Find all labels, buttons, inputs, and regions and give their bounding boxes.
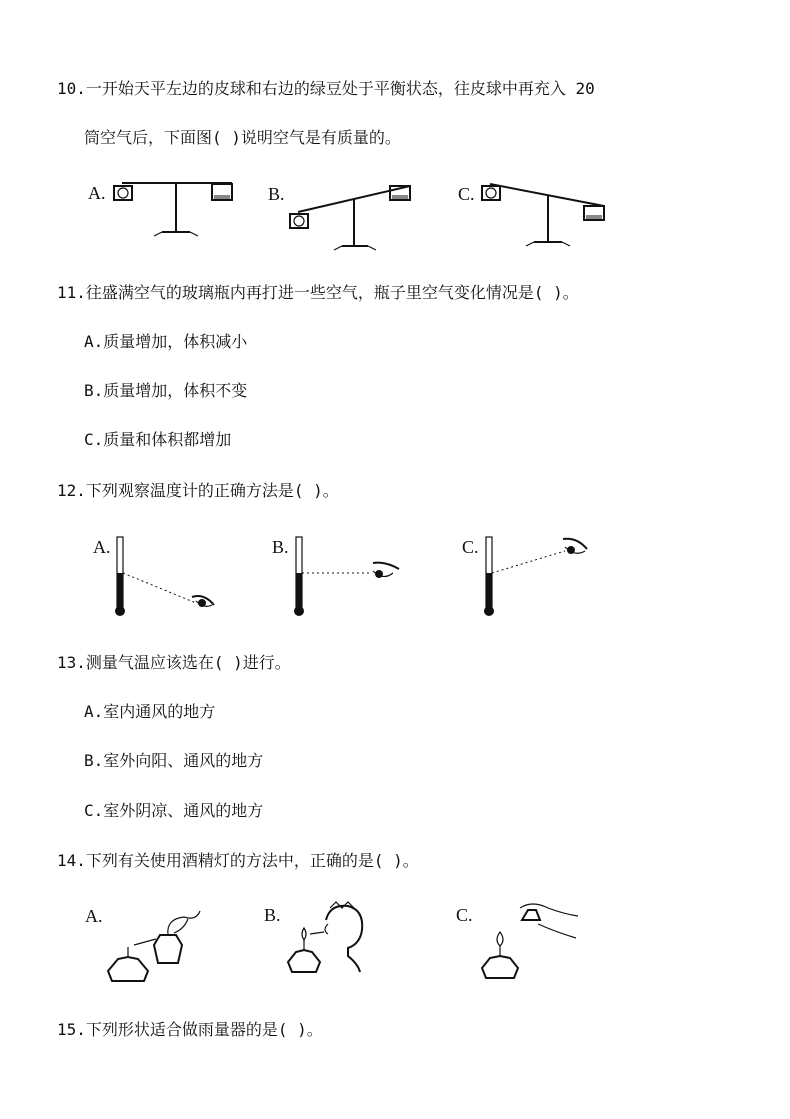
balance-level-figure bbox=[108, 178, 238, 238]
q15-stem: 15.下列形状适合做雨量器的是( )。 bbox=[57, 1020, 323, 1039]
thermometer-eye-below-figure bbox=[112, 535, 232, 625]
q11-option-b: B.质量增加，体积不变 bbox=[84, 381, 248, 400]
alcohol-lamp-capping-figure bbox=[478, 902, 588, 992]
alcohol-lamp-blowing-out-figure bbox=[282, 902, 382, 992]
q14-figure-label-b: B. bbox=[264, 905, 281, 925]
thermometer-eye-level-figure bbox=[291, 535, 411, 625]
thermometer-eye-above-figure bbox=[481, 535, 611, 625]
q12-stem: 12.下列观察温度计的正确方法是( )。 bbox=[57, 481, 339, 500]
q12-figure-label-a: A. bbox=[93, 537, 111, 557]
q10-figure-label-c: C. bbox=[458, 184, 475, 204]
q10-figure-label-b: B. bbox=[268, 184, 285, 204]
balance-tilt-left-figure bbox=[284, 182, 414, 252]
q14-figure-label-c: C. bbox=[456, 905, 473, 925]
q10-stem-line2: 筒空气后，下面图( )说明空气是有质量的。 bbox=[84, 128, 401, 147]
q13-option-b: B.室外向阳、通风的地方 bbox=[84, 751, 264, 770]
balance-tilt-right-figure bbox=[476, 180, 616, 250]
q13-option-c: C.室外阴凉、通风的地方 bbox=[84, 801, 264, 820]
q12-figure-label-b: B. bbox=[272, 537, 289, 557]
q13-option-a: A.室内通风的地方 bbox=[84, 702, 216, 721]
q10-figure-label-a: A. bbox=[88, 183, 106, 203]
q11-option-c: C.质量和体积都增加 bbox=[84, 430, 232, 449]
q13-stem: 13.测量气温应该选在( )进行。 bbox=[57, 653, 291, 672]
q14-figure-label-a: A. bbox=[85, 906, 103, 926]
q11-stem: 11.往盛满空气的玻璃瓶内再打进一些空气，瓶子里空气变化情况是( )。 bbox=[57, 283, 579, 302]
q12-figure-label-c: C. bbox=[462, 537, 479, 557]
alcohol-lamp-lighting-from-lamp-figure bbox=[104, 905, 214, 995]
q11-option-a: A.质量增加，体积减小 bbox=[84, 332, 248, 351]
q10-stem-line1: 10.一开始天平左边的皮球和右边的绿豆处于平衡状态，往皮球中再充入 20 bbox=[57, 79, 595, 98]
q14-stem: 14.下列有关使用酒精灯的方法中，正确的是( )。 bbox=[57, 851, 419, 870]
